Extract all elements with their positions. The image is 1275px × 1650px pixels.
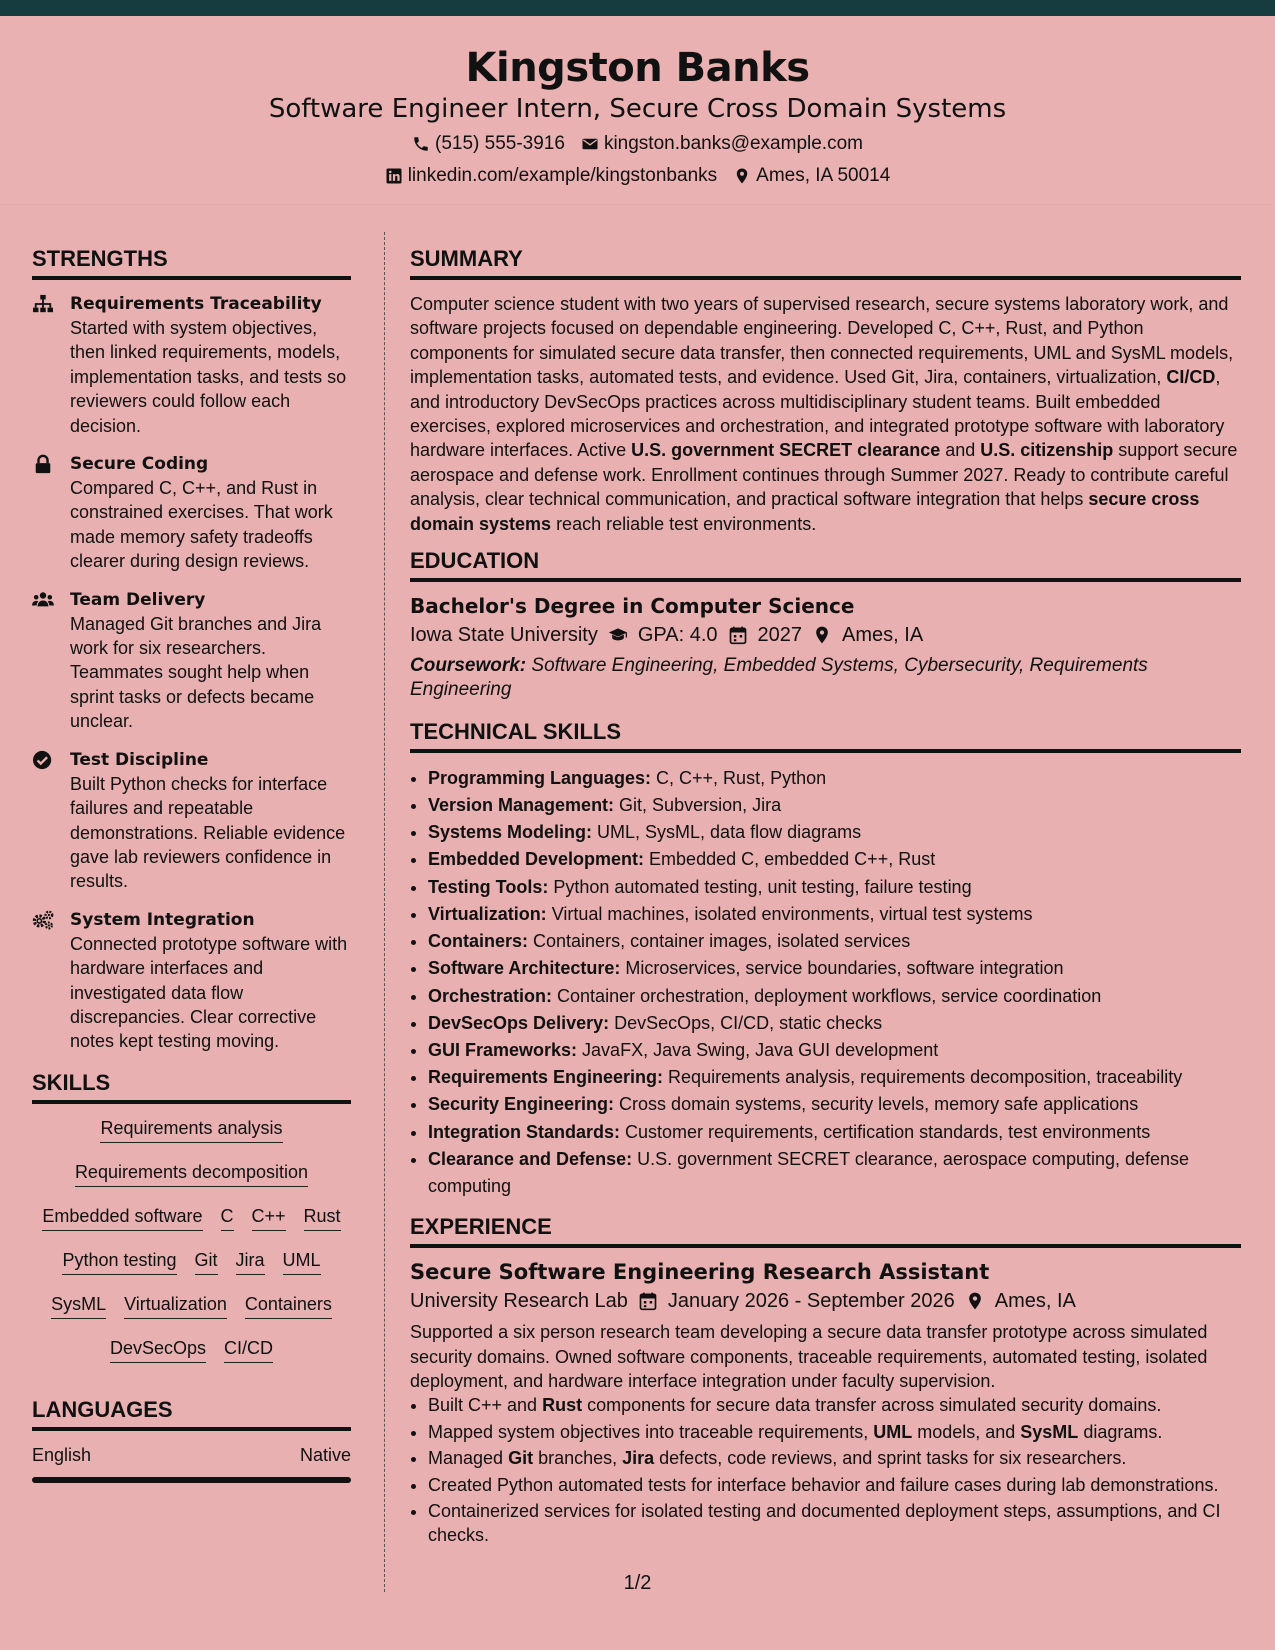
- strength-title: Team Delivery: [70, 589, 206, 610]
- candidate-title: Software Engineer Intern, Secure Cross Domain Systems: [268, 94, 1007, 124]
- job-bullet: [428, 1393, 1241, 1417]
- job-meta: [410, 1286, 1241, 1316]
- technical-skill-item: [428, 792, 1241, 819]
- strength-title: Requirements Traceability: [70, 294, 322, 314]
- contact-phone[interactable]: [412, 132, 565, 156]
- skill-row: [32, 1248, 351, 1275]
- strength-desc: Connected prototype software with hardware interfaces and investigated data flow discrepancies. Clear corrective notes kept testing moving.: [70, 933, 348, 1052]
- skill-category: Virtualization:: [428, 903, 547, 924]
- resume-header: [0, 16, 1275, 205]
- skill-chip: Virtualization: [124, 1292, 227, 1319]
- skill-chip: Git: [195, 1248, 218, 1275]
- technical-skill-item: [428, 983, 1241, 1010]
- skill-category: Testing Tools:: [428, 876, 549, 897]
- graduation-year: 2027: [757, 624, 803, 647]
- job-dates: January 2026 - September 2026: [667, 1290, 955, 1313]
- bold-text: U.S. citizenship: [980, 440, 1114, 461]
- skill-category: Clearance and Defense:: [428, 1148, 633, 1169]
- strength-title: Secure Coding: [70, 454, 209, 475]
- education-location: Ames, IA: [842, 624, 924, 647]
- text-run: support secure aerospace and defense work. Enrollment continues through Summer 2027. Ready to contribute careful analysis, clear technical communication, and practical software integration that helps: [410, 440, 1238, 510]
- skill-chip: C: [221, 1204, 234, 1231]
- degree-title: Bachelor's Degree in Computer Science: [410, 594, 855, 619]
- skill-chip: Requirements analysis: [100, 1116, 282, 1143]
- language-level: Native: [299, 1444, 351, 1465]
- phone-text: (515) 555-3916: [435, 133, 565, 154]
- users-icon: [32, 590, 54, 610]
- technical-skill-item: [428, 928, 1241, 955]
- map-marker-icon: [965, 1291, 985, 1311]
- skill-chip: DevSecOps: [110, 1336, 206, 1363]
- right-column: [410, 244, 1241, 1550]
- column-divider: [384, 232, 385, 1592]
- skill-chip: Python testing: [62, 1248, 176, 1275]
- calendar-icon: [638, 1291, 658, 1311]
- skill-category: GUI Frameworks:: [428, 1039, 578, 1060]
- skills-chips: [32, 1116, 351, 1363]
- skill-category: Requirements Engineering:: [428, 1067, 664, 1088]
- contact-linkedin[interactable]: [385, 164, 717, 188]
- education-meta: [410, 620, 1241, 650]
- skill-chip: Jira: [236, 1248, 265, 1275]
- school-name: Iowa State University: [410, 624, 598, 647]
- skill-chip: SysML: [51, 1292, 106, 1319]
- strength-item: [32, 588, 351, 734]
- summary-text: [410, 292, 1241, 536]
- skill-chip: C++: [252, 1204, 286, 1231]
- page-number: 1/2: [623, 1572, 652, 1594]
- skills-heading: SKILLS: [32, 1068, 351, 1104]
- job-bullets: [410, 1393, 1241, 1547]
- skill-values: Embedded C, embedded C++, Rust: [644, 849, 936, 870]
- language-level-bar: [32, 1477, 351, 1483]
- skill-category: Orchestration:: [428, 985, 553, 1006]
- text-run: models, and: [912, 1421, 1021, 1442]
- technical-skill-item: [428, 819, 1241, 846]
- contact-location: [733, 164, 890, 188]
- technical-skill-item: [428, 1064, 1241, 1091]
- summary-heading: SUMMARY: [410, 244, 1241, 280]
- strength-item: [32, 292, 351, 438]
- check-circle-icon: [32, 750, 54, 770]
- skill-row: [32, 1292, 351, 1319]
- technical-skills-heading: TECHNICAL SKILLS: [410, 717, 1241, 753]
- skill-chip: Requirements decomposition: [75, 1160, 308, 1187]
- skill-category: Integration Standards:: [428, 1121, 621, 1142]
- technical-skill-item: [428, 1146, 1241, 1200]
- technical-skill-item: [428, 846, 1241, 873]
- strength-desc: Compared C, C++, and Rust in constrained exercises. That work made memory safety tradeoffs clearer during design reviews.: [70, 478, 333, 572]
- job-bullet: [428, 1420, 1241, 1444]
- skill-values: Cross domain systems, security levels, memory safe applications: [614, 1094, 1139, 1115]
- technical-skill-item: [428, 765, 1241, 792]
- skill-category: Embedded Development:: [428, 849, 645, 870]
- technical-skill-item: [428, 955, 1241, 982]
- skill-values: JavaFX, Java Swing, Java GUI development: [577, 1039, 939, 1060]
- job-bullet: [428, 1473, 1241, 1497]
- strength-item: [32, 908, 351, 1054]
- text-run: Mapped system objectives into traceable requirements,: [428, 1421, 874, 1442]
- skill-chip: UML: [283, 1248, 321, 1275]
- bold-text: Git: [508, 1448, 534, 1469]
- skill-values: Microservices, service boundaries, software integration: [620, 958, 1064, 979]
- linkedin-text: linkedin.com/example/kingstonbanks: [407, 165, 718, 186]
- text-run: branches,: [533, 1448, 623, 1469]
- bold-text: SysML: [1020, 1421, 1079, 1442]
- technical-skills-list: [410, 765, 1241, 1200]
- skill-values: Customer requirements, certification standards, test environments: [620, 1121, 1151, 1142]
- job-bullet: [428, 1446, 1241, 1470]
- skill-category: Security Engineering:: [428, 1094, 615, 1115]
- skill-chip: CI/CD: [224, 1336, 273, 1363]
- strengths-heading: STRENGTHS: [32, 244, 351, 280]
- skill-category: Software Architecture:: [428, 958, 621, 979]
- skill-chip: Containers: [245, 1292, 332, 1319]
- skill-chip: Embedded software: [42, 1204, 202, 1231]
- strength-title: System Integration: [70, 909, 255, 930]
- technical-skill-item: [428, 1010, 1241, 1037]
- skill-values: C, C++, Rust, Python: [651, 767, 827, 788]
- skill-row: [32, 1204, 351, 1231]
- contact-row-2: [0, 164, 1275, 188]
- technical-skill-item: [428, 874, 1241, 901]
- text-run: reach reliable test environments.: [551, 513, 817, 534]
- technical-skill-item: [428, 1119, 1241, 1146]
- skill-values: Containers, container images, isolated services: [528, 931, 911, 952]
- job-location: Ames, IA: [994, 1290, 1076, 1313]
- calendar-icon: [728, 625, 748, 645]
- skill-category: DevSecOps Delivery:: [428, 1012, 610, 1033]
- skill-values: DevSecOps, CI/CD, static checks: [609, 1012, 883, 1033]
- lock-icon: [32, 454, 54, 474]
- linkedin-icon: [385, 167, 403, 185]
- bold-text: UML: [873, 1421, 913, 1442]
- job-bullet: [428, 1499, 1241, 1548]
- education-heading: EDUCATION: [410, 546, 1241, 582]
- skill-chip: Rust: [304, 1204, 341, 1231]
- technical-skill-item: [428, 901, 1241, 928]
- map-marker-icon: [733, 167, 751, 185]
- map-marker-icon: [812, 625, 832, 645]
- text-run: , and introductory DevSecOps practices across multidisciplinary student teams. Built embedded exercises, explored microservices and orchestration, and integrated prototype software with laboratory hardware interfaces. Active: [410, 367, 1225, 461]
- skill-category: Version Management:: [428, 795, 615, 816]
- experience-heading: EXPERIENCE: [410, 1212, 1241, 1248]
- coursework-list: Software Engineering, Embedded Systems, Cybersecurity, Requirements Engineering: [410, 655, 1148, 701]
- strength-desc: Built Python checks for interface failures and repeatable demonstrations. Reliable evidence gave lab reviewers confidence in results.: [70, 773, 346, 892]
- skill-values: U.S. government SECRET clearance, aerospace computing, defense computing: [428, 1148, 1190, 1196]
- gears-icon: [32, 910, 54, 930]
- text-run: Created Python automated tests for interface behavior and failure cases during lab demonstrations.: [428, 1474, 1219, 1495]
- bold-text: U.S. government SECRET clearance: [631, 440, 941, 461]
- skill-row: [32, 1116, 351, 1143]
- text-run: defects, code reviews, and sprint tasks for six researchers.: [654, 1448, 1127, 1469]
- strength-desc: Started with system objectives, then linked requirements, models, implementation tasks, and tests so reviewers could follow each decision.: [70, 318, 347, 436]
- strength-desc: Managed Git branches and Jira work for six researchers. Teammates sought help when sprint tasks or defects became unclear.: [70, 613, 322, 732]
- text-run: diagrams.: [1078, 1421, 1163, 1442]
- skill-values: Git, Subversion, Jira: [614, 795, 782, 816]
- gpa-text: GPA: 4.0: [637, 624, 718, 647]
- languages-heading: LANGUAGES: [32, 1395, 351, 1431]
- technical-skill-item: [428, 1091, 1241, 1118]
- top-accent-bar: [0, 0, 1275, 16]
- language-item: [32, 1443, 351, 1467]
- skill-category: Programming Languages:: [428, 767, 652, 788]
- graduation-cap-icon: [608, 625, 628, 645]
- job-title: Secure Software Engineering Research Assistant: [410, 1260, 990, 1285]
- contact-email[interactable]: [581, 132, 863, 156]
- skill-category: Containers:: [428, 931, 529, 952]
- strength-item: [32, 748, 351, 894]
- bold-text: secure cross domain systems: [410, 489, 1200, 534]
- skill-values: Requirements analysis, requirements decomposition, traceability: [663, 1067, 1183, 1088]
- email-text: kingston.banks@example.com: [603, 133, 863, 154]
- skill-values: Virtual machines, isolated environments, virtual test systems: [546, 903, 1033, 924]
- sitemap-icon: [32, 294, 54, 314]
- phone-icon: [412, 135, 430, 153]
- envelope-icon: [581, 135, 599, 153]
- text-run: components for secure data transfer across simulated security domains.: [582, 1395, 1162, 1416]
- text-run: Computer science student with two years of supervised research, secure systems laboratory work, and software projects focused on dependable engineering. Developed C, C++, Rust, and Python components for simulated secure data transfer, then connected requirements, UML and SysML models, implementation tasks, automated tests, and evidence. Used Git, Jira, containers, virtualization,: [410, 294, 1234, 388]
- job-description: Supported a six person research team developing a secure data transfer prototype across simulated security domains. Owned software components, traceable requirements, automated testing, isolated deployment, and hardware interface integration under faculty supervision.: [410, 1322, 1208, 1391]
- contact-row-1: [0, 132, 1275, 156]
- job-org: University Research Lab: [410, 1290, 628, 1313]
- strength-item: [32, 452, 351, 574]
- skill-row: [32, 1336, 351, 1363]
- skill-values: UML, SysML, data flow diagrams: [592, 822, 862, 843]
- location-text: Ames, IA 50014: [756, 165, 891, 186]
- candidate-name: Kingston Banks: [465, 45, 810, 91]
- skill-row: [32, 1160, 351, 1187]
- language-name: English: [32, 1444, 92, 1465]
- coursework-label: Coursework:: [410, 655, 527, 677]
- text-run: Built C++ and: [428, 1395, 543, 1416]
- strength-title: Test Discipline: [70, 749, 209, 770]
- text-run: Managed: [428, 1448, 509, 1469]
- skill-category: Systems Modeling:: [428, 822, 593, 843]
- skill-values: Python automated testing, unit testing, failure testing: [548, 876, 972, 897]
- text-run: Containerized services for isolated testing and documented deployment steps, assumptions, and CI checks.: [428, 1500, 1221, 1546]
- skill-values: Container orchestration, deployment workflows, service coordination: [552, 985, 1102, 1006]
- bold-text: Rust: [542, 1395, 583, 1416]
- left-column: [32, 244, 351, 1483]
- bold-text: CI/CD: [1166, 367, 1216, 388]
- technical-skill-item: [428, 1037, 1241, 1064]
- text-run: and: [940, 440, 981, 461]
- coursework: [410, 654, 1241, 703]
- bold-text: Jira: [622, 1448, 655, 1469]
